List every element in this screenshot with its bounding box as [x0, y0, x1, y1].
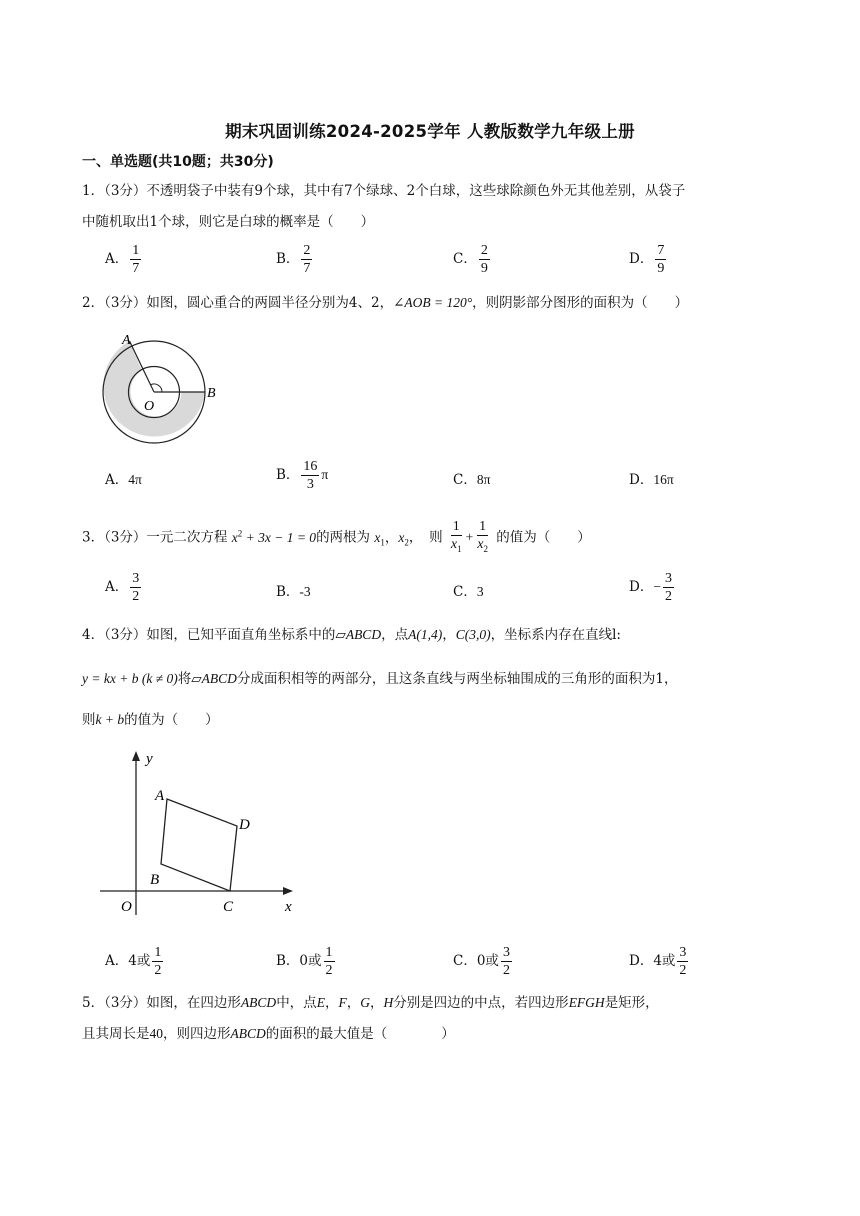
q4-option-b: B．0或 $\frac{1}{2}$ [276, 945, 333, 978]
label-a: A [155, 788, 165, 804]
q1-stem-line2: 中随机取出1个球，则它是白球的概率是（ ） [82, 214, 375, 230]
section-heading: 一、单选题(共10题；共30分) [82, 154, 274, 170]
parallelogram-abcd [161, 799, 237, 891]
q5-stem-line1: 5．（3分）如图，在四边形ABCD中，点E，F，G，H分别是四边的中点，若四边形EFGH是矩形， [82, 995, 659, 1011]
label-d: D [239, 817, 250, 833]
x-axis-arrow [283, 887, 293, 895]
q4-option-a: A．4或 $\frac{1}{2}$ [105, 945, 162, 978]
q1-option-b: B． $\frac{2}{7}$ [276, 243, 311, 276]
q4-option-c: C．0或 $\frac{3}{2}$ [453, 945, 510, 978]
q4-stem-line1: 4．（3分）如图，已知平面直角坐标系中的▱ABCD，点A(1,4)，C(3,0)，坐标系内存在直线l: [82, 627, 621, 643]
q4-option-d: D．4或 $\frac{3}{2}$ [629, 945, 687, 978]
label-b: B [207, 386, 216, 401]
q2-concentric-circles-figure [100, 330, 230, 450]
q5-stem-line2: 且其周长是40，则四边形ABCD的面积的最大值是（ ） [82, 1026, 455, 1042]
label-c: C [223, 899, 234, 915]
q1-option-a: A． $\frac{1}{7}$ [105, 243, 140, 276]
q3-option-c: C．3 [453, 584, 484, 600]
label-x: x [285, 899, 292, 915]
label-o: O [144, 399, 155, 414]
label-a: A [122, 333, 131, 348]
q2-option-d: D．16π [629, 472, 674, 488]
q2-option-a: A．4π [105, 472, 142, 488]
q2-option-c: C．8π [453, 472, 491, 488]
q3-option-d: D．− $\frac{3}{2}$ [629, 571, 672, 604]
label-b: B [150, 872, 160, 888]
q4-stem-line3: 则k + b的值为（ ） [82, 712, 219, 728]
q2-stem: 2．（3分）如图，圆心重合的两圆半径分别为4、2，∠AOB = 120°，则阴影部分图形的面积为（ ） [82, 295, 689, 311]
label-o: O [121, 899, 132, 915]
q2-option-b: B． $\frac{16}{3}$ π [276, 459, 329, 492]
q3-stem: 3．（3分）一元二次方程 $x^2 + 3x - 1 = 0$的两根为 $x_1$，$x_2$， 则 $\frac{1}{x_1}$ + $\frac{1}{x_2}$ 的值为（ ） [82, 519, 591, 554]
q1-option-c: C． $\frac{2}{9}$ [453, 243, 488, 276]
q4-coordinate-figure [95, 745, 310, 920]
q3-option-a: A． $\frac{3}{2}$ [105, 571, 140, 604]
q3-option-b: B．-3 [276, 584, 311, 600]
q1-stem-line1: 1．（3分）不透明袋子中装有9个球，其中有7个绿球、2个白球，这些球除颜色外无其他差别，从袋子 [82, 183, 686, 199]
q4-stem-line2: y = kx + b (k ≠ 0)将▱ABCD分成面积相等的两部分，且这条直线与两坐标轴围成的三角形的面积为1， [82, 671, 678, 687]
y-axis-arrow [132, 751, 140, 761]
q1-option-d: D． $\frac{7}{9}$ [629, 243, 665, 276]
label-y: y [146, 751, 153, 767]
page-title: 期末巩固训练2024-2025学年 人教版数学九年级上册 [225, 122, 635, 141]
